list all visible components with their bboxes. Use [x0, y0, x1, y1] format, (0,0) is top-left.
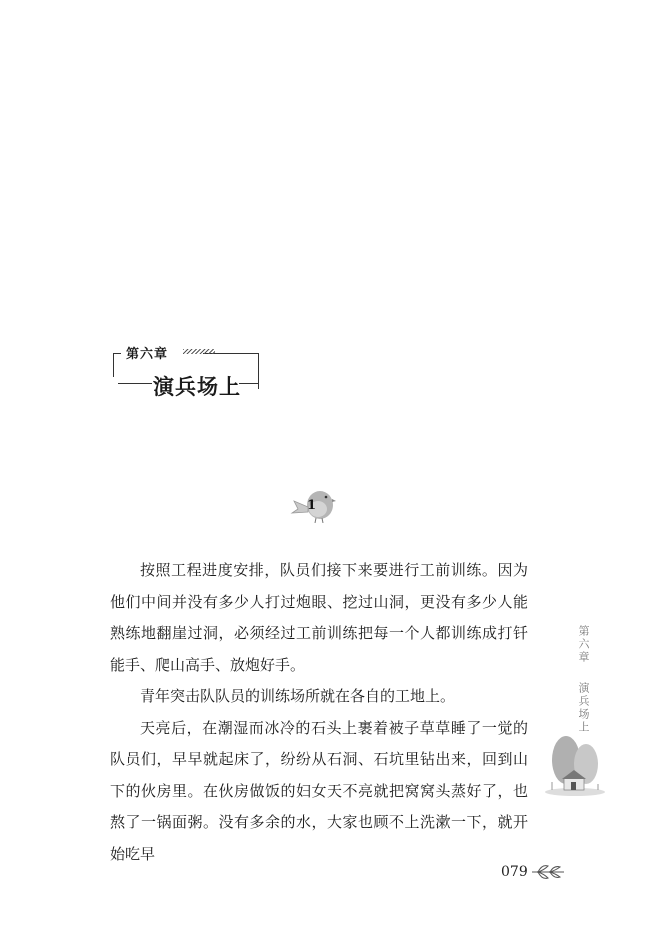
paragraph: 天亮后，在潮湿而冰冷的石头上裹着被子草草睡了一觉的队员们，早早就起床了，纷纷从石洞、石坑里钻出来，回到山下的伙房里。在伙房做饭的妇女天不亮就把窝窝头蒸好了，也熬了一锅面粥。没有多余的水，大家也顾不上洗漱一下，就开始吃早: [110, 718, 528, 863]
paragraph: 按照工程进度安排，队员们接下来要进行工前训练。因为他们中间并没有多少人打过炮眼、挖过山洞，更没有多少人能熟练地翻崖过洞，必须经过工前训练把每一个人都训练成打钎能手、爬山高手、放炮好手。: [110, 561, 528, 674]
page-number: 079: [501, 864, 528, 880]
chapter-title: 演兵场上: [153, 374, 241, 399]
hatch-ornament: [183, 349, 215, 354]
body-text: [110, 555, 528, 870]
running-header-title: 演兵场上: [577, 681, 590, 734]
frame-line: [118, 383, 152, 384]
chapter-heading-frame: [113, 340, 259, 402]
tree-house-icon: [542, 732, 608, 798]
frame-line: [113, 353, 114, 377]
chapter-label: 第六章: [126, 347, 169, 362]
paragraph: 青年突击队队员的训练场所就在各自的工地上。: [140, 687, 456, 705]
running-header: [562, 625, 590, 734]
section-number: 1: [307, 498, 317, 513]
frame-line: [239, 383, 259, 384]
frame-line: [113, 353, 121, 354]
leaf-icon: [530, 862, 566, 882]
running-header-chapter: 第六章: [577, 625, 590, 664]
